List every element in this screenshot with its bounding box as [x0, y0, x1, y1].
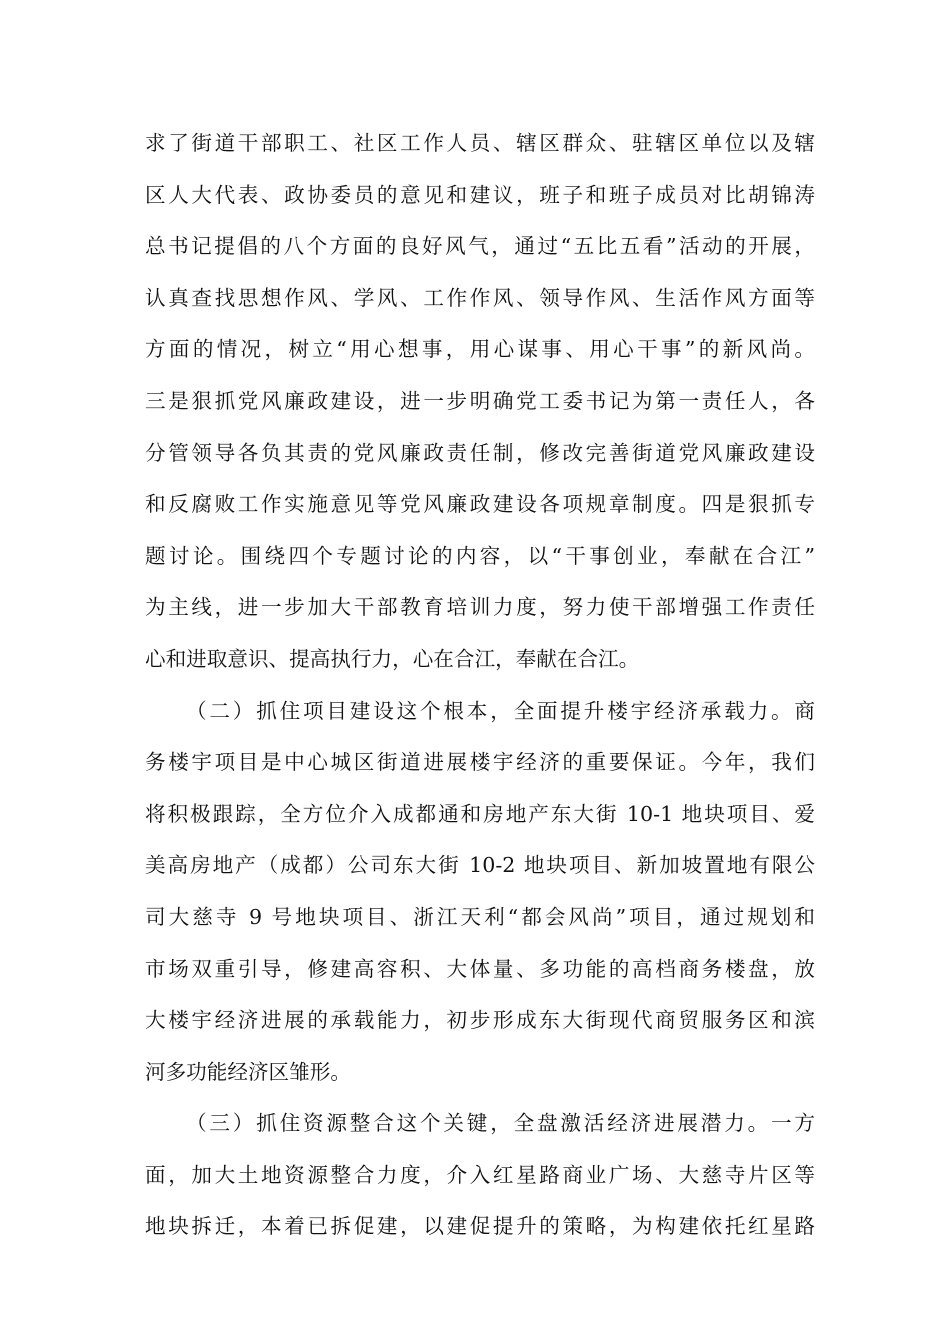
text-line: 认真查找思想作风、学风、工作作风、领导作风、生活作风方面等 [145, 285, 815, 310]
text-line: 面，加大土地资源整合力度，介入红星路商业广场、大慈寺片区等 [145, 1162, 815, 1187]
text-line: 司大慈寺 9 号地块项目、浙江天利“都会风尚”项目，通过规划和 [145, 904, 815, 929]
text-line: 心和进取意识、提高执行力，心在合江，奉献在合江。 [145, 646, 640, 671]
text-line: 地块拆迁，本着已拆促建，以建促提升的策略，为构建依托红星路 [145, 1214, 815, 1239]
text-line: 三是狠抓党风廉政建设，进一步明确党工委书记为第一责任人，各 [145, 388, 815, 413]
text-line: 方面的情况，树立“用心想事，用心谋事、用心干事”的新风尚。 [145, 337, 815, 362]
text-line: （三）抓住资源整合这个关键，全盘激活经济进展潜力。一方 [186, 1111, 815, 1136]
text-line: 河多功能经济区雏形。 [145, 1059, 351, 1084]
text-line: 务楼宇项目是中心城区街道进展楼宇经济的重要保证。今年，我们 [145, 750, 815, 775]
text-line: （二）抓住项目建设这个根本，全面提升楼宇经济承载力。商 [186, 698, 815, 723]
text-line: 为主线，进一步加大干部教育培训力度，努力使干部增强工作责任 [145, 595, 815, 620]
text-line: 题讨论。围绕四个专题讨论的内容，以“干事创业，奉献在合江” [145, 543, 815, 568]
text-line: 和反腐败工作实施意见等党风廉政建设各项规章制度。四是狠抓专 [145, 492, 815, 517]
text-line: 美高房地产（成都）公司东大街 10-2 地块项目、新加坡置地有限公 [145, 853, 815, 878]
text-line: 大楼宇经济进展的承载能力，初步形成东大街现代商贸服务区和滨 [145, 1008, 815, 1033]
text-line: 市场双重引导，修建高容积、大体量、多功能的高档商务楼盘，放 [145, 956, 815, 981]
text-line: 求了街道干部职工、社区工作人员、辖区群众、驻辖区单位以及辖 [145, 131, 815, 155]
text-line: 区人大代表、政协委员的意见和建议，班子和班子成员对比胡锦涛 [145, 182, 815, 207]
text-line: 分管领导各负其责的党风廉政责任制，修改完善街道党风廉政建设 [145, 440, 815, 465]
text-line: 总书记提倡的八个方面的良好风气，通过“五比五看”活动的开展， [145, 234, 815, 259]
text-line: 将积极跟踪，全方位介入成都通和房地产东大街 10-1 地块项目、爱 [145, 801, 815, 826]
body-text [145, 118, 815, 1253]
